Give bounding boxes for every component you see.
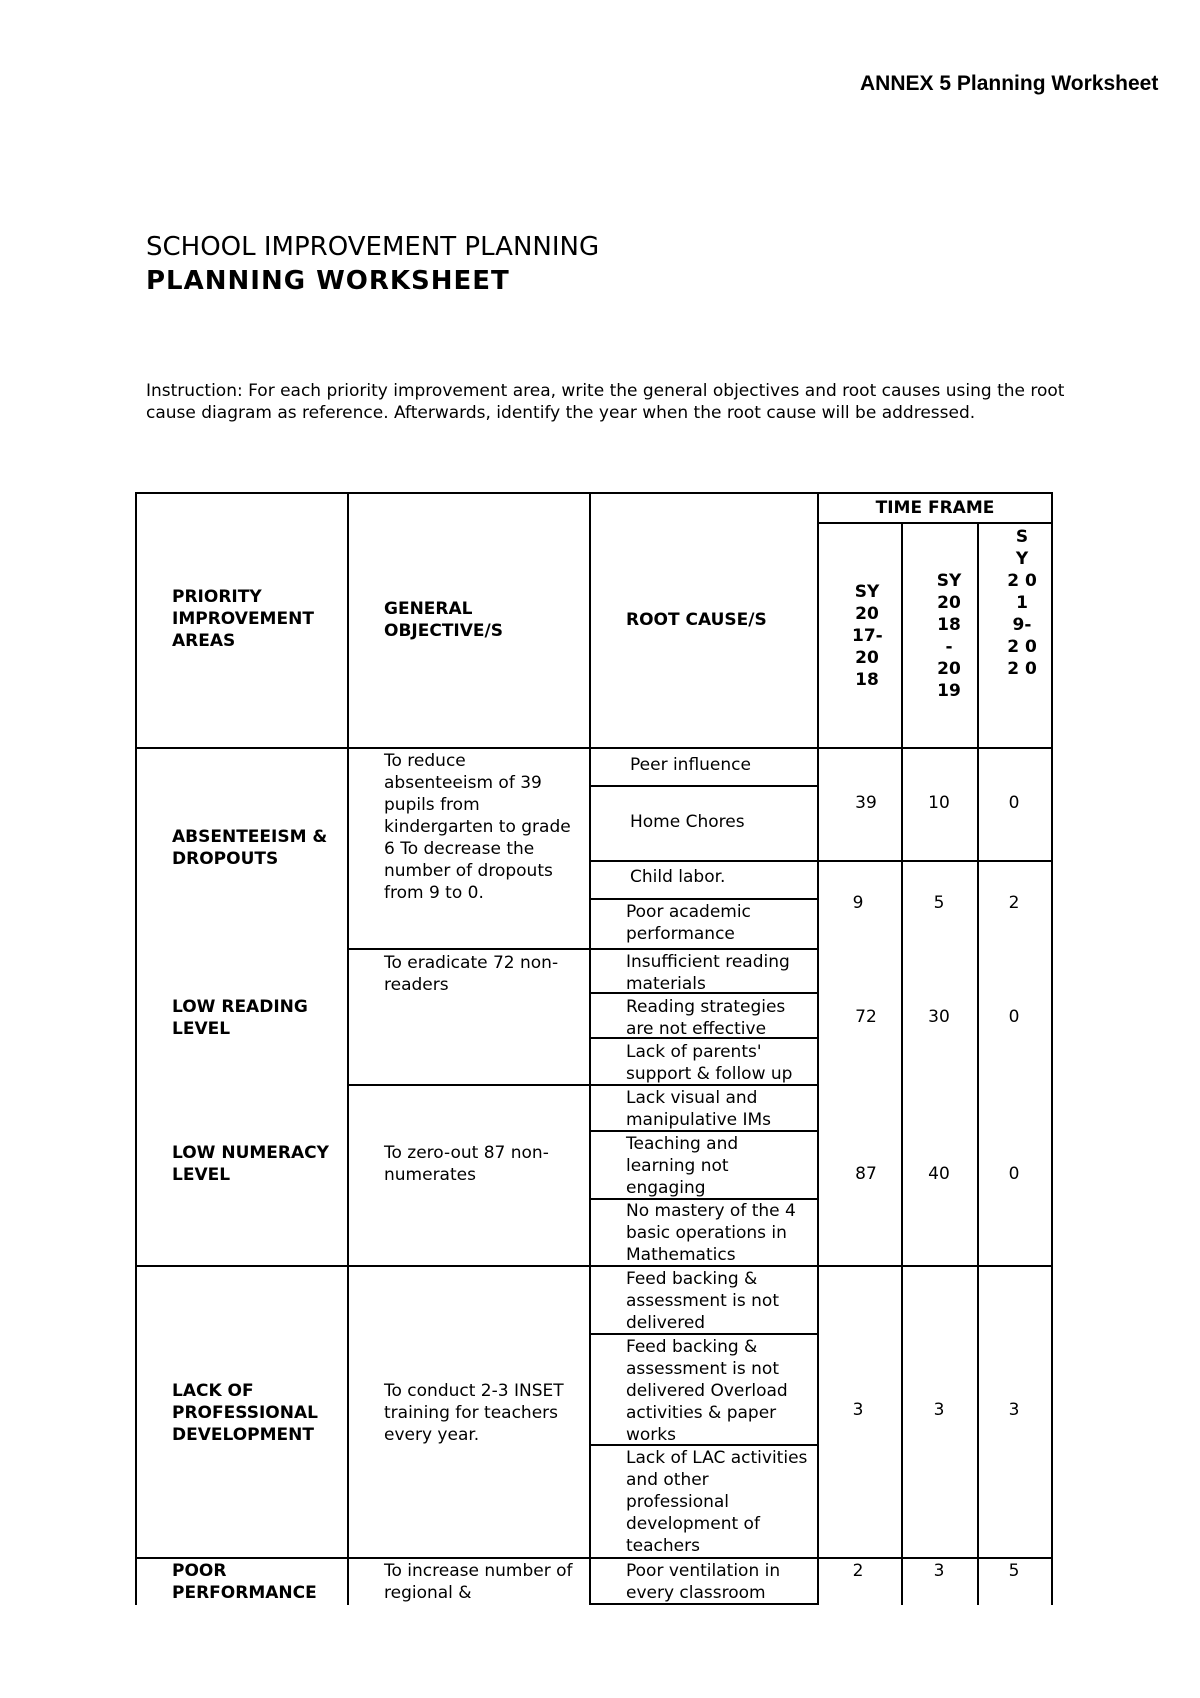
instruction-text: Instruction: For each priority improvement area, write the general objectives and root causes using the root cause diagram as reference. Afterwards, identify the year when the root cause will be addressed.	[146, 381, 1065, 423]
value-cell: 3	[933, 1400, 945, 1420]
value-cell: 87	[855, 1164, 877, 1184]
root-cause-feedback-overload: Feed backing & assessment is not delivered Overload activities & paper works	[626, 1337, 788, 1445]
root-cause-child-labor: Child labor.	[630, 867, 726, 887]
value-cell: 3	[1008, 1400, 1020, 1420]
value-cell: 9	[852, 893, 864, 913]
root-cause-parents-support: Lack of parents' support & follow up	[626, 1042, 793, 1084]
objective-poor-performance: To increase number of regional &	[384, 1561, 573, 1603]
root-cause-home-chores: Home Chores	[630, 812, 745, 832]
document-subtitle: PLANNING WORKSHEET	[146, 266, 510, 296]
value-cell: 0	[1008, 1007, 1020, 1027]
value-cell: 5	[1008, 1561, 1020, 1581]
root-cause-lac-activities: Lack of LAC activities and other professional development of teachers	[626, 1448, 808, 1556]
value-cell: 40	[928, 1164, 950, 1184]
header-time-frame: TIME FRAME	[875, 498, 995, 518]
root-cause-visual-ims: Lack visual and manipulative IMs	[626, 1088, 772, 1130]
area-absenteeism: ABSENTEEISM & DROPOUTS	[172, 827, 328, 869]
value-cell: 72	[855, 1007, 877, 1027]
header-year-2019-2020: S Y 2 0 1 9- 2 0 2 0	[1007, 527, 1037, 679]
value-cell: 30	[928, 1007, 950, 1027]
area-low-numeracy: LOW NUMERACY LEVEL	[172, 1143, 329, 1185]
objective-absenteeism: To reduce absenteeism of 39 pupils from kindergarten to grade 6 To decrease the number of dropouts from 9 to 0.	[384, 751, 571, 903]
value-cell: 10	[928, 793, 950, 813]
annex-label: ANNEX 5 Planning Worksheet	[860, 72, 1159, 95]
objective-numeracy: To zero-out 87 non-numerates	[384, 1143, 549, 1185]
root-cause-reading-strategies: Reading strategies are not effective	[626, 997, 786, 1039]
value-cell: 39	[855, 793, 877, 813]
root-cause-basic-operations: No mastery of the 4 basic operations in Mathematics	[626, 1201, 796, 1265]
objective-professional: To conduct 2-3 INSET training for teachers every year.	[384, 1381, 564, 1445]
root-cause-feedback-1: Feed backing & assessment is not delivered	[626, 1269, 779, 1333]
area-professional-development: LACK OF PROFESSIONAL DEVELOPMENT	[172, 1381, 318, 1445]
header-year-2017-2018: SY 20 17- 20 18	[852, 582, 883, 690]
root-cause-teaching-not-engaging: Teaching and learning not engaging	[626, 1134, 739, 1198]
value-cell: 2	[1008, 893, 1020, 913]
value-cell: 0	[1008, 793, 1020, 813]
root-cause-insufficient-materials: Insufficient reading materials	[626, 952, 790, 994]
value-cell: 2	[852, 1561, 864, 1581]
root-cause-poor-ventilation: Poor ventilation in every classroom	[626, 1561, 781, 1603]
value-cell: 3	[852, 1400, 864, 1420]
header-priority-areas: PRIORITY IMPROVEMENT AREAS	[172, 587, 314, 651]
root-cause-peer-influence: Peer influence	[630, 755, 751, 775]
header-root-causes: ROOT CAUSE/S	[626, 610, 767, 630]
value-cell: 0	[1008, 1164, 1020, 1184]
area-low-reading: LOW READING LEVEL	[172, 997, 308, 1039]
value-cell: 3	[933, 1561, 945, 1581]
document-title: SCHOOL IMPROVEMENT PLANNING	[146, 232, 600, 262]
root-cause-poor-academic: Poor academic performance	[626, 902, 751, 944]
area-poor-performance: POOR PERFORMANCE	[172, 1561, 317, 1603]
header-general-objectives: GENERAL OBJECTIVE/S	[384, 599, 503, 641]
header-year-2018-2019: SY 20 18 - 20 19	[936, 571, 962, 701]
value-cell: 5	[933, 893, 945, 913]
objective-reading: To eradicate 72 non-readers	[384, 953, 559, 995]
